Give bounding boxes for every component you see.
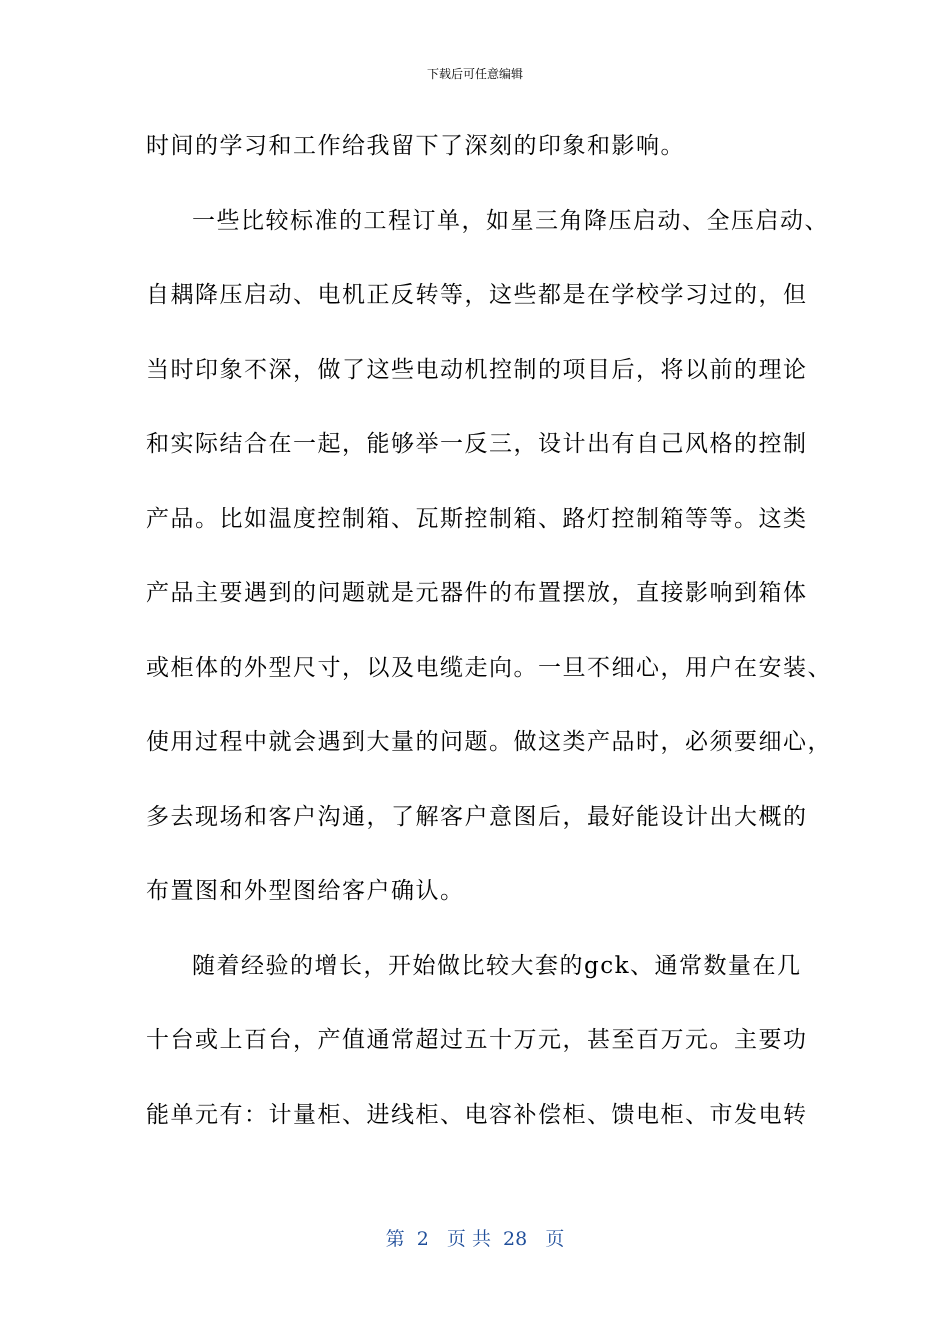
text-line: 产品。比如温度控制箱、瓦斯控制箱、路灯控制箱等等。这类 [146,505,808,532]
text-line: 布置图和外型图给客户确认。 [146,878,465,904]
text-line: 自耦降压启动、电机正反转等，这些都是在学校学习过的，但 [146,282,808,308]
paragraph-first-line: 一些比较标准的工程订单，如星三角降压启动、全压启动、 [192,207,829,234]
header-note: 下载后可任意编辑 [426,67,523,81]
text-line: 或柜体的外型尺寸，以及电缆走向。一旦不细心，用户在安装、 [146,654,832,681]
page-number-footer: 第 2 页 共 28 页 [385,1228,565,1250]
text-line: 和实际结合在一起，能够举一反三，设计出有自己风格的控制 [146,431,808,457]
text-line: 当时印象不深，做了这些电动机控制的项目后，将以前的理论 [146,356,808,383]
paragraph-first-line: 随着经验的增长，开始做比较大套的gck、通常数量在几 [192,952,802,979]
text-line: 使用过程中就会遇到大量的问题。做这类产品时，必须要细心， [146,729,832,755]
body-text [146,126,832,1169]
text-line: 能单元有：计量柜、进线柜、电容补偿柜、馈电柜、市发电转 [146,1101,808,1128]
text-line: 多去现场和客户沟通，了解客户意图后，最好能设计出大概的 [146,803,808,830]
text-line: 产品主要遇到的问题就是元器件的布置摆放，直接影响到箱体 [146,580,808,606]
text-line: 时间的学习和工作给我留下了深刻的印象和影响。 [146,133,685,159]
text-line: 十台或上百台，产值通常超过五十万元，甚至百万元。主要功 [146,1027,808,1053]
